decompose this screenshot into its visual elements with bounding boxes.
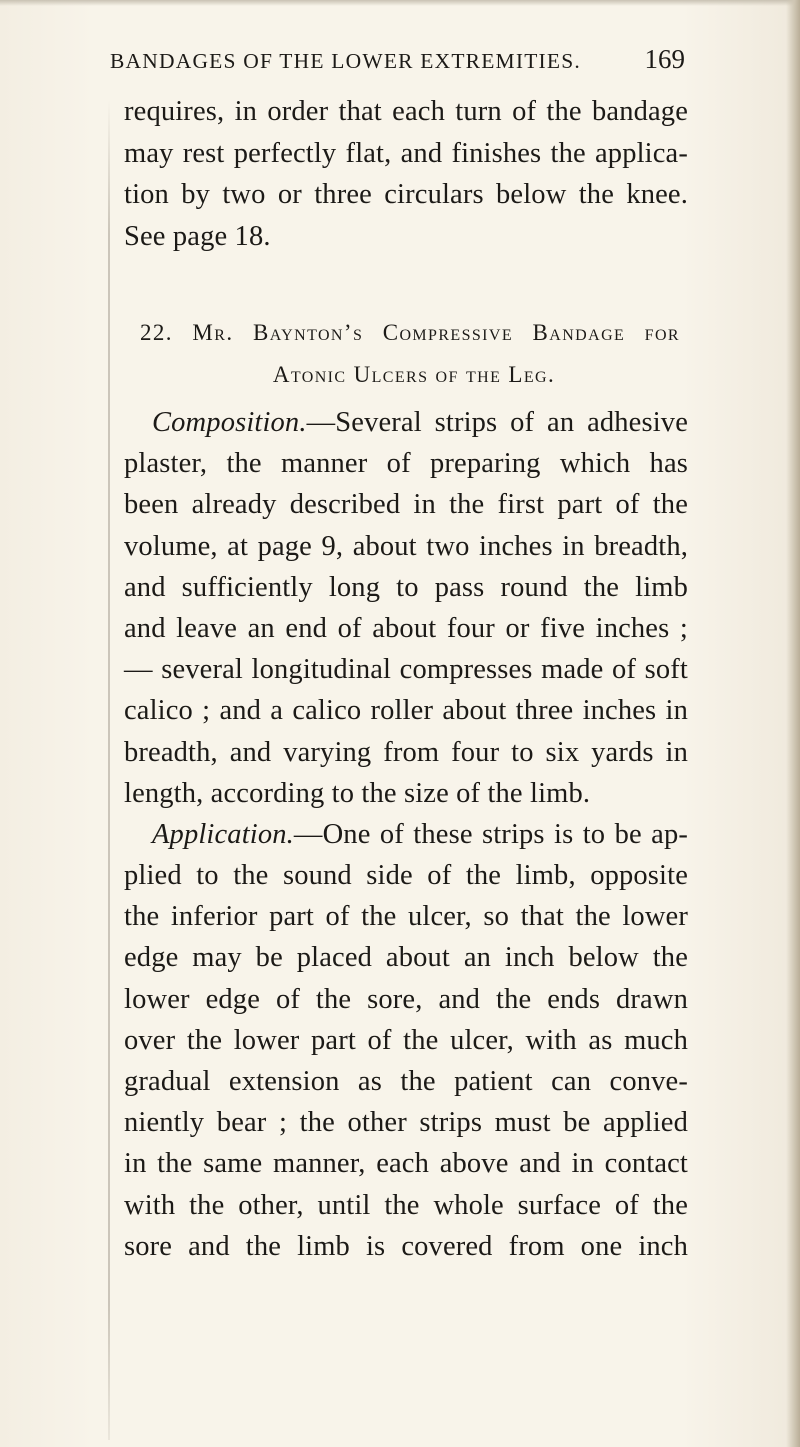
heading-line-2-text: Atonic Ulcers of the Leg. bbox=[272, 362, 556, 387]
text-line: requires, in order that each turn of the bandage bbox=[124, 96, 688, 127]
composition-line-text: —Several strips of an adhesive bbox=[306, 407, 688, 438]
running-title: BANDAGES OF THE LOWER EXTREMITIES. bbox=[110, 49, 581, 73]
application-first-line bbox=[124, 814, 688, 855]
text-line: plaster, the manner of preparing which has bbox=[124, 448, 688, 480]
text-line: — several longitudinal compresses made of soft bbox=[124, 654, 688, 686]
text-line: in the same manner, each above and in contact bbox=[124, 1148, 688, 1180]
text-line: and leave an end of about four or five inches ; bbox=[124, 612, 688, 644]
gutter-shadow bbox=[108, 100, 110, 1440]
heading-line-2 bbox=[140, 354, 680, 396]
text-line: breadth, and varying from four to six yards in bbox=[124, 736, 688, 768]
application-line-text: —One of these strips is to be ap- bbox=[293, 818, 688, 850]
text-line: gradual extension as the patient can conve- bbox=[124, 1066, 688, 1097]
page-right-edge bbox=[786, 0, 800, 1447]
text-line: volume, at page 9, about two inches in breadth, bbox=[124, 530, 688, 562]
text-line: length, according to the size of the limb. bbox=[124, 777, 591, 809]
text-line: calico ; and a calico roller about three inches in bbox=[124, 695, 688, 727]
section-heading bbox=[140, 312, 680, 396]
page-number: 169 bbox=[644, 44, 685, 74]
text-line: over the lower part of the ulcer, with as much bbox=[124, 1024, 688, 1056]
running-header bbox=[110, 44, 685, 75]
text-line: tion by two or three circulars below the knee. bbox=[124, 179, 688, 210]
body-text bbox=[124, 402, 688, 1267]
text-line: sore and the limb is covered from one inch bbox=[124, 1230, 688, 1262]
heading-line-1: 22. Mr. Baynton’s Compressive Bandage for bbox=[140, 320, 680, 345]
text-line: niently bear ; the other strips must be applied bbox=[124, 1107, 688, 1139]
text-line: lower edge of the sore, and the ends drawn bbox=[124, 983, 688, 1015]
application-label: Application. bbox=[152, 818, 294, 850]
page-top-edge bbox=[0, 0, 800, 6]
text-line: and sufficiently long to pass round the limb bbox=[124, 571, 688, 603]
composition-label: Composition. bbox=[152, 407, 307, 438]
composition-first-line bbox=[124, 402, 688, 443]
continued-paragraph bbox=[124, 91, 688, 257]
text-line: edge may be placed about an inch below the bbox=[124, 942, 688, 974]
text-line: the inferior part of the ulcer, so that the lower bbox=[124, 901, 688, 933]
text-line: been already described in the first part of the bbox=[124, 489, 688, 521]
text-line: See page 18. bbox=[124, 220, 271, 252]
text-line: may rest perfectly flat, and finishes the applica- bbox=[124, 137, 688, 169]
text-line: plied to the sound side of the limb, opposite bbox=[124, 860, 688, 892]
text-line: with the other, until the whole surface of the bbox=[124, 1189, 688, 1221]
